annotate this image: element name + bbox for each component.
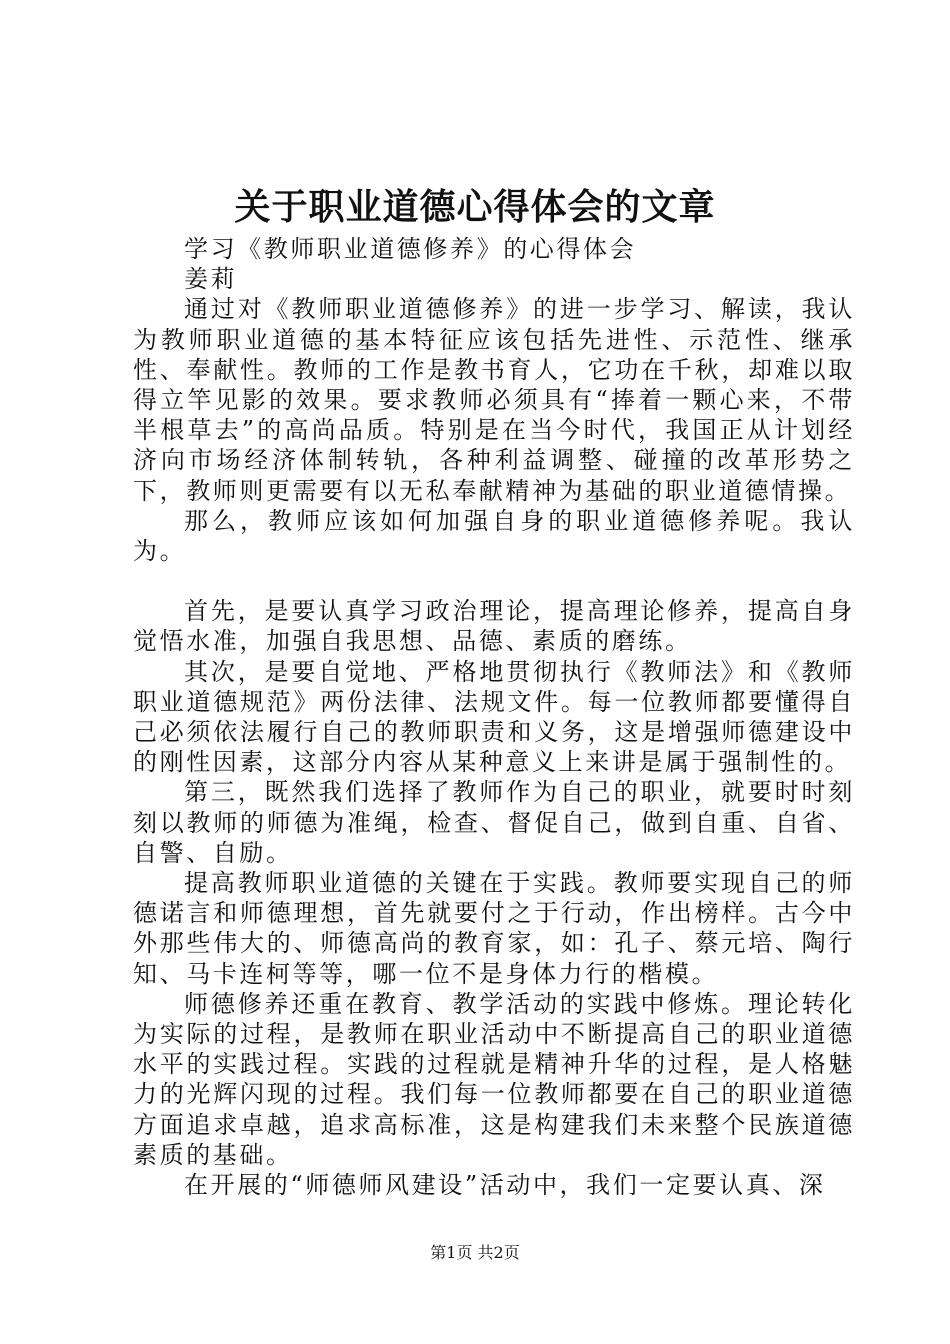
page-number-footer: 第1页 共2页	[430, 1243, 520, 1262]
body-paragraph: 首先，是要认真学习政治理论，提高理论修养，提高自身觉悟水准，加强自我思想、品德、素质的磨练。	[133, 597, 855, 656]
body-paragraph: 其次，是要自觉地、严格地贯彻执行《教师法》和《教师职业道德规范》两份法律、法规文件。每一位教师都要懂得自己必须依法履行自己的教师职责和义务，这是增强师德建设中的刚性因素，这部分内容从某种意义上来讲是属于强制性的。	[133, 657, 855, 777]
document-title: 关于职业道德心得体会的文章	[234, 186, 716, 228]
body-paragraph: 通过对《教师职业道德修养》的进一步学习、解读，我认为教师职业道德的基本特征应该包括先进性、示范性、继承性、奉献性。教师的工作是教书育人，它功在千秋，却难以取得立竿见影的效果。要求教师必须具有“捧着一颗心来，不带半根草去”的高尚品质。特别是在当今时代，我国正从计划经济向市场经济体制转轨，各种利益调整、碰撞的改革形势之下，教师则更需要有以无私奉献精神为基础的职业道德情操。	[133, 295, 855, 505]
body-paragraph: 在开展的“师德师风建设”活动中，我们一定要认真、深	[184, 1171, 826, 1200]
author-paragraph: 姜莉	[184, 265, 238, 294]
body-paragraph: 第三，既然我们选择了教师作为自己的职业，就要时时刻刻以教师的师德为准绳，检查、督促自己，做到自重、自省、自警、自励。	[133, 778, 855, 867]
body-paragraph: 提高教师职业道德的关键在于实践。教师要实现自己的师德诺言和师德理想，首先就要付之于行动，作出榜样。古今中外那些伟大的、师德高尚的教育家，如：孔子、蔡元培、陶行知、马卡连柯等等，哪一位不是身体力行的楷模。	[133, 869, 855, 988]
document-body	[133, 234, 855, 1200]
body-paragraph: 那么，教师应该如何加强自身的职业道德修养呢。我认为。	[133, 506, 855, 566]
subtitle-paragraph: 学习《教师职业道德修养》的心得体会	[184, 235, 637, 263]
body-paragraph: 师德修养还重在教育、教学活动的实践中修炼。理论转化为实际的过程，是教师在职业活动中不断提高自己的职业道德水平的实践过程。实践的过程就是精神升华的过程，是人格魅力的光辉闪现的过程。我们每一位教师都要在自己的职业道德方面追求卓越，追求高标准，这是构建我们未来整个民族道德素质的基础。	[133, 989, 855, 1169]
